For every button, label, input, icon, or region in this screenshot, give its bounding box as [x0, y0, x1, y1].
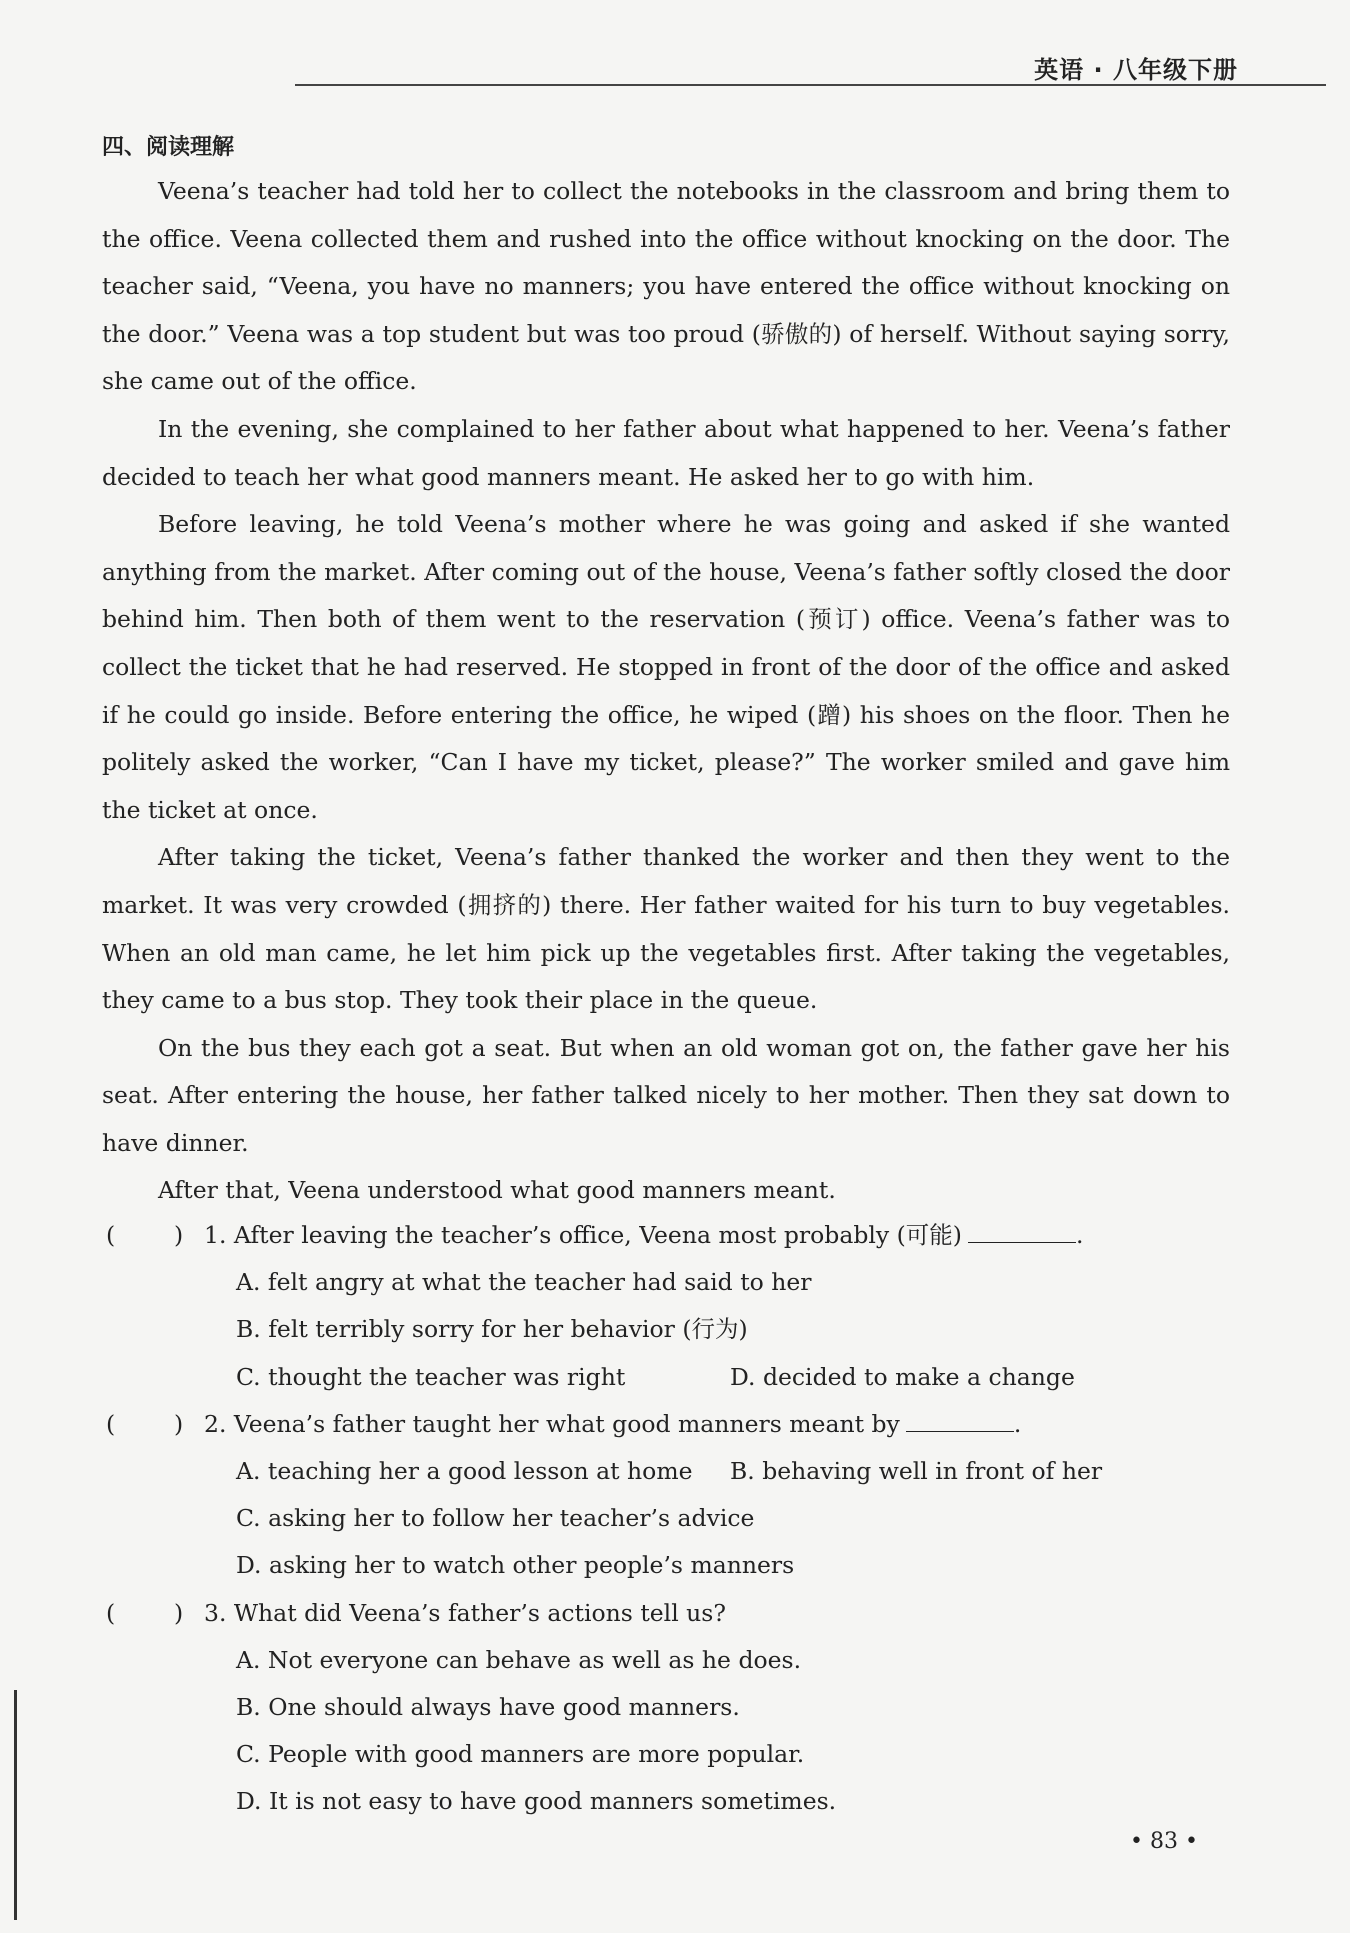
option-row	[102, 1778, 1230, 1825]
binding-edge	[14, 1690, 17, 1920]
passage-paragraph: Veena’s teacher had told her to collect the notebooks in the classroom and bring them to the office. Veena collected them and rushed into the office without knocking on the door. The teacher said, “Veena, you have no manners; you have entered the office without knocking on the door.” Veena was a top student but was too proud (骄傲的) of herself. Without saying sorry, she came out of the office.	[102, 177, 1230, 396]
question-end-mark: .	[1013, 1409, 1022, 1438]
header-divider	[295, 84, 1326, 86]
option-b[interactable]: B. felt terribly sorry for her behavior (行为)	[236, 1315, 748, 1344]
question-end-mark: .	[1075, 1221, 1084, 1249]
option-b[interactable]: B. One should always have good manners.	[236, 1692, 740, 1721]
option-row	[102, 1259, 1230, 1306]
option-row	[102, 1354, 1230, 1401]
answer-blank[interactable]	[906, 1430, 1014, 1432]
question-stem: 3. What did Veena’s father’s actions tell us?	[204, 1598, 726, 1627]
answer-paren-right: )	[174, 1221, 184, 1249]
question-2	[102, 1401, 1230, 1448]
question-stem	[204, 1212, 1083, 1259]
option-row	[102, 1306, 1230, 1353]
option-row	[102, 1637, 1230, 1684]
answer-paren-right: )	[174, 1598, 184, 1627]
question-stem-text: 1. After leaving the teacher’s office, Veena most probably (可能)	[204, 1221, 962, 1249]
passage-paragraph: In the evening, she complained to her father about what happened to her. Veena’s father decided to teach her what good manners meant. He asked her to go with him.	[102, 414, 1230, 491]
passage-paragraph: After that, Veena understood what good manners meant.	[158, 1176, 836, 1205]
option-row	[102, 1684, 1230, 1731]
passage-paragraph: On the bus they each got a seat. But when an old woman got on, the father gave her his seat. After entering the house, her father talked nicely to her mother. Then they sat down to have dinner.	[102, 1033, 1230, 1157]
option-a[interactable]: A. teaching her a good lesson at home	[236, 1456, 693, 1485]
passage-paragraph: After taking the ticket, Veena’s father thanked the worker and then they went to the market. It was very crowded (拥挤的) there. Her father waited for his turn to buy vegetables. When an old man came, he let him pick up the vegetables first. After taking the vegetables, they came to a bus stop. They took their place in the queue.	[102, 843, 1230, 1015]
reading-passage	[102, 168, 1230, 1215]
option-row	[102, 1542, 1230, 1589]
question-stem-text: 2. Veena’s father taught her what good manners meant by	[204, 1409, 900, 1438]
question-list	[102, 1212, 1230, 1825]
option-d[interactable]: D. decided to make a change	[730, 1362, 1075, 1391]
answer-blank[interactable]	[968, 1241, 1076, 1243]
question-3	[102, 1590, 1230, 1637]
option-row	[102, 1448, 1230, 1495]
option-c[interactable]: C. thought the teacher was right	[236, 1362, 626, 1391]
option-row	[102, 1731, 1230, 1778]
passage-paragraph: Before leaving, he told Veena’s mother where he was going and asked if she wanted anything from the market. After coming out of the house, Veena’s father softly closed the door behind him. Then both of them went to the reservation (预订) office. Veena’s father was to collect the ticket that he had reserved. He stopped in front of the door of the office and asked if he could go inside. Before entering the office, he wiped (蹭) his shoes on the floor. Then he politely asked the worker, “Can I have my ticket, please?” The worker smiled and gave him the ticket at once.	[102, 510, 1230, 824]
question-stem	[204, 1401, 1021, 1448]
option-b[interactable]: B. behaving well in front of her	[730, 1456, 1103, 1485]
answer-paren-right: )	[174, 1409, 184, 1438]
section-heading: 四、阅读理解	[102, 135, 235, 160]
option-a[interactable]: A. felt angry at what the teacher had said to her	[236, 1268, 812, 1297]
option-d[interactable]: D. It is not easy to have good manners sometimes.	[236, 1787, 837, 1816]
page-number: • 83 •	[1130, 1829, 1198, 1854]
question-1	[102, 1212, 1230, 1259]
answer-paren-left: (	[106, 1221, 116, 1249]
answer-paren-left: (	[106, 1409, 116, 1438]
book-title: 英语 · 八年级下册	[1034, 56, 1238, 84]
option-c[interactable]: C. People with good manners are more popular.	[236, 1740, 805, 1769]
option-row	[102, 1495, 1230, 1542]
option-d[interactable]: D. asking her to watch other people’s manners	[236, 1551, 795, 1580]
option-a[interactable]: A. Not everyone can behave as well as he does.	[236, 1645, 802, 1674]
answer-paren-left: (	[106, 1598, 116, 1627]
option-c[interactable]: C. asking her to follow her teacher’s advice	[236, 1504, 755, 1533]
